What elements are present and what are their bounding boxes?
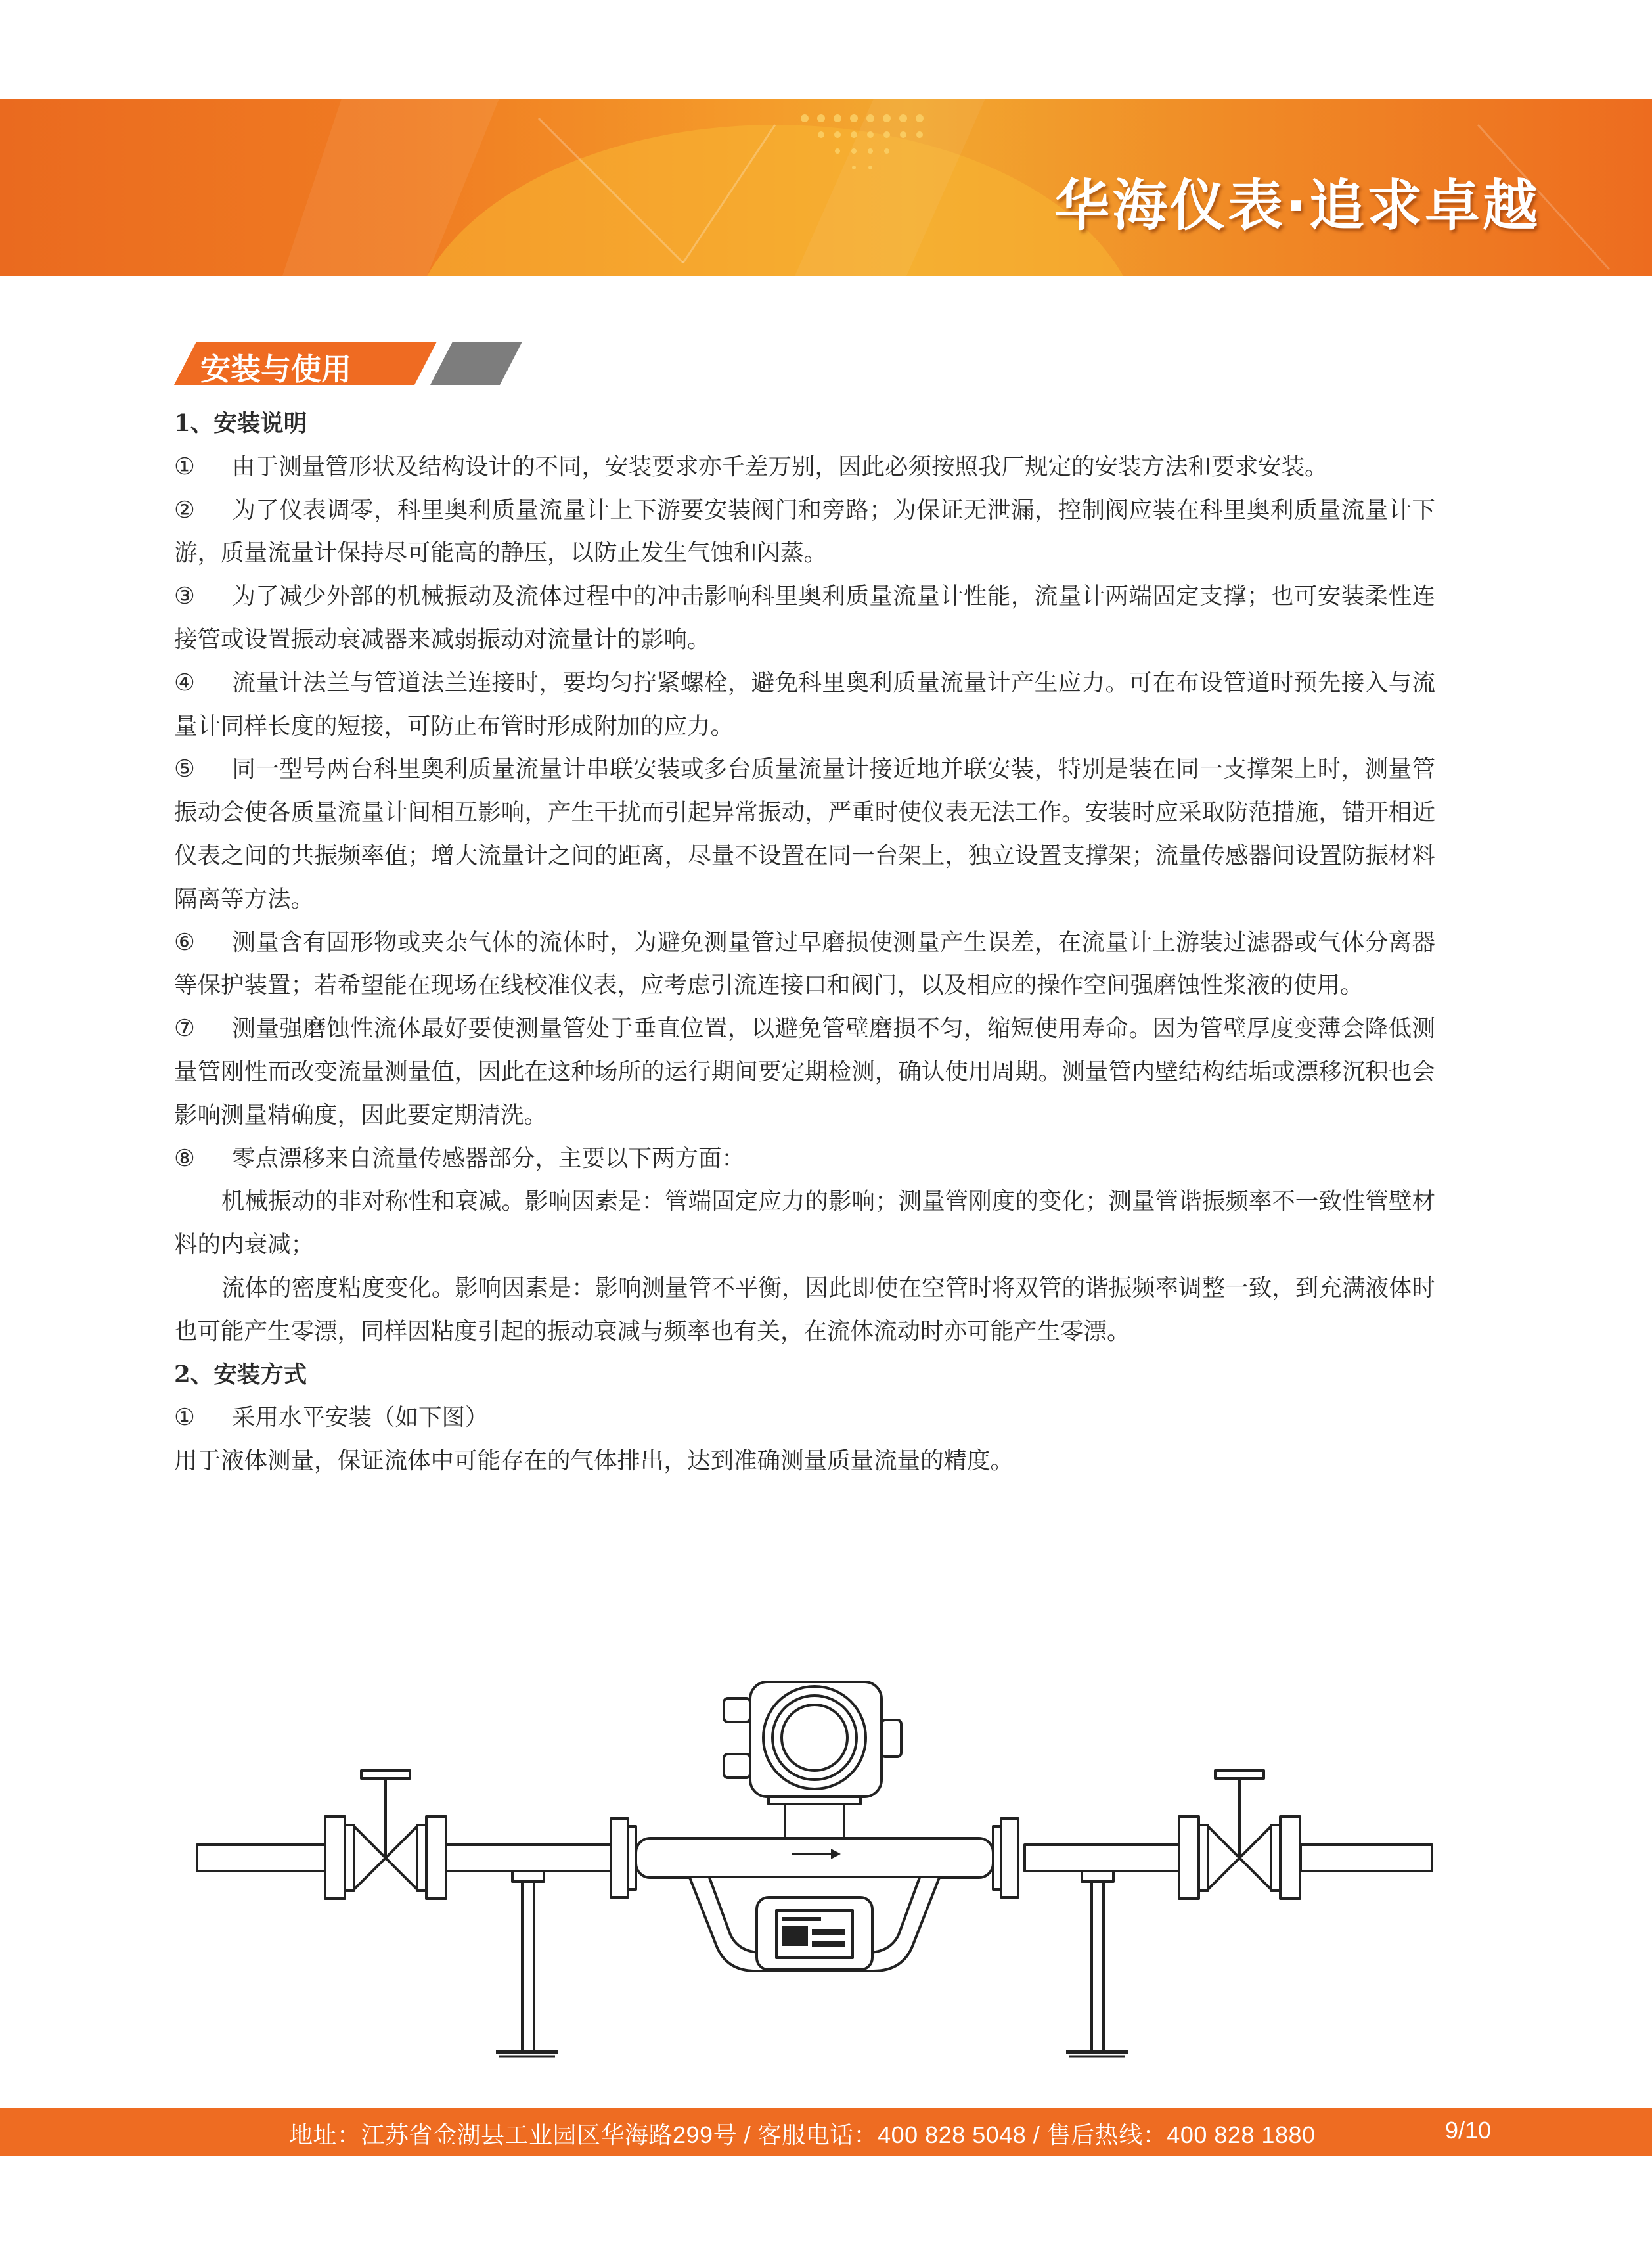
- item-number: ⑥: [174, 928, 195, 956]
- paragraph-text: 零点漂移来自流量传感器部分，主要以下两方面：: [232, 1144, 746, 1172]
- right-support: [1066, 1871, 1128, 2056]
- paragraph-text: 测量强磨蚀性流体最好要使测量管处于垂直位置，以避免管壁磨损不匀，缩短使用寿命。因为管壁厚度变薄会降低测量管刚性而改变流量测量值，因此在这种场所的运行期间要定期检测，确认使用周期。测量管内壁结构结垢或漂移沉积也会影响测量精确度，因此要定期清洗。: [174, 1015, 1435, 1129]
- heading-install-method: 2、安装方式: [174, 1361, 307, 1388]
- paragraph-12: 用于液体测量，保证流体中可能存在的气体排出，达到准确测量质量流量的精度。: [174, 1447, 1014, 1475]
- paragraph-text: 由于测量管形状及结构设计的不同，安装要求亦千差万别，因此必须按照我厂规定的安装方法和要求安装。: [232, 453, 1328, 480]
- paragraph-9: 机械振动的非对称性和衰减。影响因素是：管端固定应力的影响；测量管刚度的变化；测量管谐振频率不一致性管壁材料的内衰减；: [174, 1188, 1435, 1259]
- body-content: [174, 402, 1435, 1483]
- paragraph-text: 采用水平安装（如下图）: [232, 1404, 489, 1432]
- transmitter-head: [724, 1682, 901, 1838]
- paragraph-1: [174, 445, 1435, 489]
- paragraph-7: [174, 1007, 1435, 1137]
- paragraph-text: 为了减少外部的机械振动及流体过程中的冲击影响科里奥利质量流量计性能，流量计两端固定支撑；也可安装柔性连接管或设置振动衰减器来减弱振动对流量计的影响。: [174, 583, 1435, 653]
- mass-flowmeter: [636, 1838, 993, 1971]
- paragraph-text: 同一型号两台科里奥利质量流量计串联安装或多台质量流量计接近地并联安装，特别是装在同一支撑架上时，测量管振动会使各质量流量计间相互影响，产生干扰而引起异常振动，严重时使仪表无法工作。安装时应采取防范措施，错开相近仪表之间的共振频率值；增大流量计之间的距离，尽量不设置在同一台架上，独立设置支撑架；流量传感器间设置防振材料隔离等方法。: [174, 756, 1435, 913]
- section-heading-tab: [174, 342, 522, 385]
- paragraph-text: 为了仪表调零，科里奥利质量流量计上下游要安装阀门和旁路；为保证无泄漏，控制阀应装在科里奥利质量流量计下游，质量流量计保持尽可能高的静压，以防止发生气蚀和闪蒸。: [174, 496, 1435, 567]
- paragraph-5: [174, 748, 1435, 920]
- paragraph-text: 测量含有固形物或夹杂气体的流体时，为避免测量管过早磨损使测量产生误差，在流量计上游装过滤器或气体分离器等保护装置；若希望能在现场在线校准仪表，应考虑引流连接口和阀门，以及相应的操作空间强磨蚀性浆液的使用。: [174, 928, 1435, 999]
- paragraph-6: [174, 921, 1435, 1008]
- horizontal-installation-diagram: [190, 1669, 1439, 2089]
- item-number: ①: [174, 453, 195, 480]
- left-flange-pair: [611, 1818, 636, 1897]
- item-number: ①: [174, 1404, 195, 1432]
- paragraph-3: [174, 575, 1435, 662]
- section-title: 安装与使用: [200, 351, 351, 387]
- left-support: [496, 1871, 558, 2056]
- left-valve: [325, 1771, 446, 1899]
- section-tab-grey: [430, 342, 522, 385]
- item-number: ③: [174, 583, 195, 610]
- item-number: ②: [174, 496, 195, 524]
- footer-contact-info: 地址：江苏省金湖县工业园区华海路299号 / 客服电话：400 828 5048 / 售后热线：400 828 1880: [289, 2121, 1316, 2148]
- banner-slogan: 华海仪表·追求卓越: [1054, 173, 1540, 238]
- heading-install-notes: 1、安装说明: [174, 410, 307, 437]
- header-banner: [0, 99, 1652, 276]
- page-number: 9/10: [1445, 2117, 1492, 2144]
- paragraph-11: [174, 1396, 1435, 1439]
- item-number: ⑧: [174, 1144, 195, 1172]
- paragraph-8: [174, 1137, 1435, 1181]
- item-number: ⑤: [174, 756, 195, 783]
- paragraph-10: 流体的密度粘度变化。影响因素是：影响测量管不平衡，因此即使在空管时将双管的谐振频率调整一致，到充满液体时也可能产生零漂，同样因粘度引起的振动衰减与频率也有关，在流体流动时亦可能产生零漂。: [174, 1274, 1435, 1345]
- paragraph-text: 流量计法兰与管道法兰连接时，要均匀拧紧螺栓，避免科里奥利质量流量计产生应力。可在布设管道时预先接入与流量计同样长度的短接，可防止布管时形成附加的应力。: [174, 669, 1435, 740]
- footer-bar: [0, 2108, 1652, 2156]
- item-number: ④: [174, 669, 195, 696]
- right-valve: [1179, 1771, 1300, 1899]
- paragraph-2: [174, 489, 1435, 576]
- item-number: ⑦: [174, 1015, 195, 1043]
- paragraph-4: [174, 662, 1435, 748]
- right-flange-pair: [993, 1818, 1018, 1897]
